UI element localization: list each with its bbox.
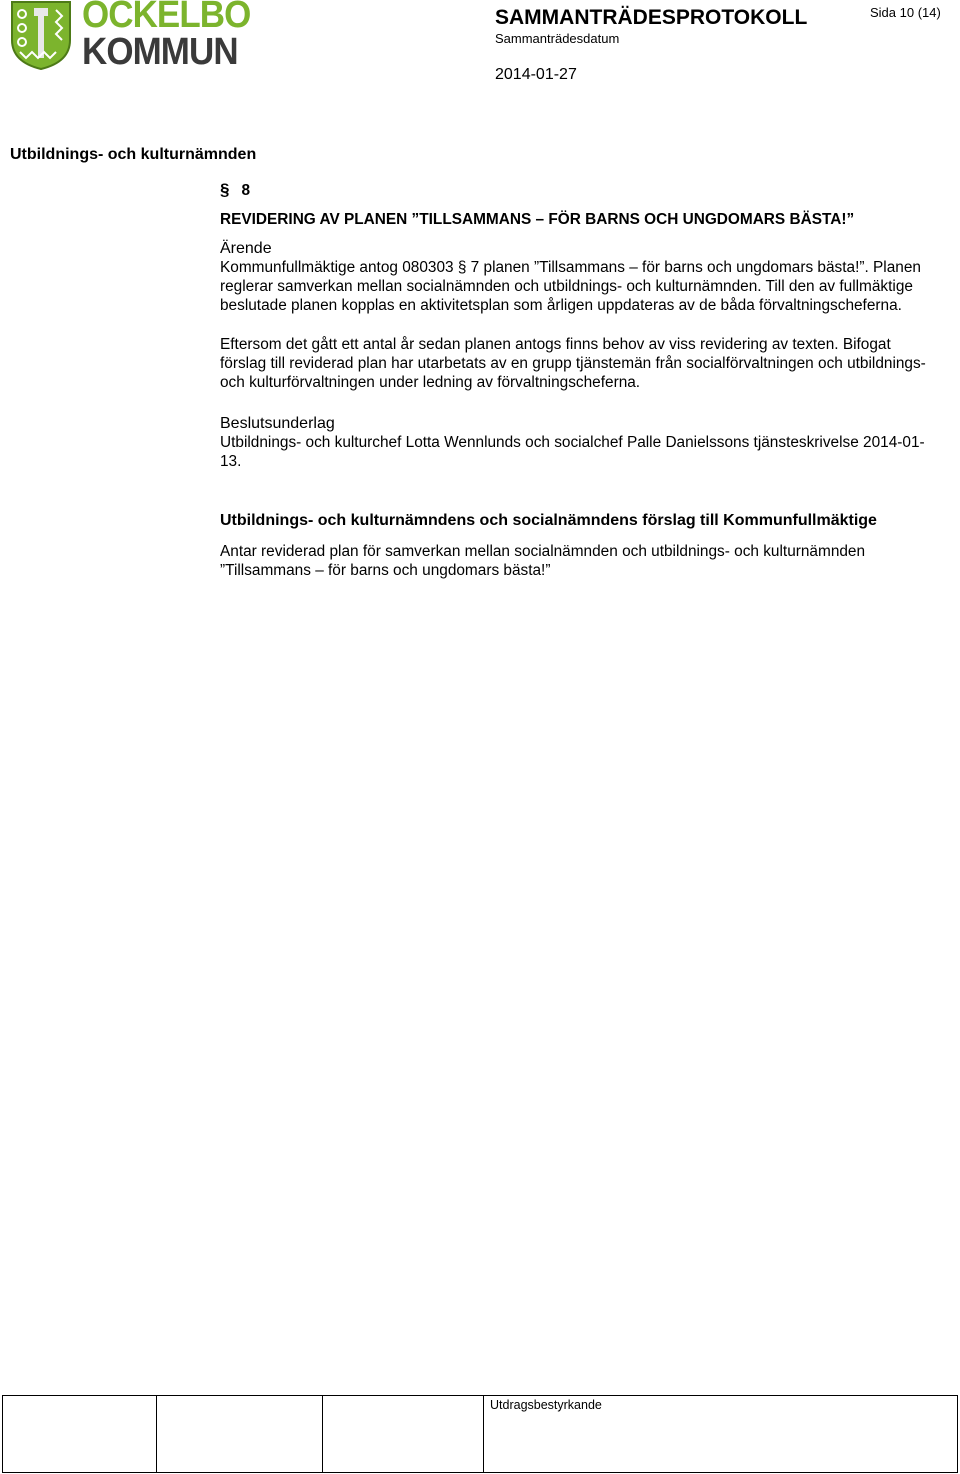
document-type: SAMMANTRÄDESPROTOKOLL <box>495 6 808 29</box>
coat-of-arms-icon <box>10 0 72 70</box>
municipality-logo <box>10 0 251 73</box>
logo-line-2: KOMMUN <box>82 31 238 73</box>
arende-paragraph-1: Kommunfullmäktige antog 080303 § 7 planen ”Tillsammans – för barns och ungdomars bästa!”. Planen reglerar samverkan mellan socialnämnden och utbildnings- och kulturnämnden. Till den av fullmäktige beslutade planen kopplas en aktivitetsplan som årligen uppdateras av de båda förvaltningscheferna. <box>220 259 921 314</box>
section-number: 8 <box>241 182 251 199</box>
beslutsunderlag-heading: Beslutsunderlag <box>220 415 335 432</box>
signature-cell-2 <box>157 1396 323 1473</box>
attestant-label: Utdragsbestyrkande <box>490 1398 602 1412</box>
section-number-line <box>220 180 940 200</box>
minutes-section <box>220 180 940 580</box>
forslag-heading: Utbildnings- och kulturnämndens och socialnämndens förslag till Kommunfullmäktige <box>220 512 877 529</box>
paragraph-sign: § <box>220 180 230 199</box>
logo-wordmark <box>82 0 265 73</box>
arende-heading: Ärende <box>220 240 272 257</box>
committee-name: Utbildnings- och kulturnämnden <box>10 146 257 163</box>
meeting-date-label: Sammanträdesdatum <box>495 31 620 46</box>
beslutsunderlag-text: Utbildnings- och kulturchef Lotta Wennlunds och socialchef Palle Danielssons tjänsteskrivelse 2014-01-13. <box>220 434 925 470</box>
signature-table <box>2 1395 958 1473</box>
item-title: REVIDERING AV PLANEN ”TILLSAMMANS – FÖR BARNS OCH UNGDOMARS BÄSTA!” <box>220 211 855 228</box>
meeting-date-value: 2014-01-27 <box>495 66 577 83</box>
forslag-text: Antar reviderad plan för samverkan mellan socialnämnden och utbildnings- och kulturnämnden ”Tillsammans – för barns och ungdomars bästa!” <box>220 543 866 579</box>
logo-line-1: OCKELBO <box>82 0 251 36</box>
signature-cell-3 <box>323 1396 484 1473</box>
arende-paragraph-2: Eftersom det gått ett antal år sedan planen antogs finns behov av viss revidering av texten. Bifogat förslag till reviderad plan har utarbetats av en grupp tjänstemän från socialförvaltningen och utbildnings- och kulturförvaltningen under ledning av förvaltningscheferna. <box>220 336 926 391</box>
attestant-cell <box>484 1396 958 1473</box>
signature-cell-1 <box>3 1396 157 1473</box>
page-number: Sida 10 (14) <box>870 5 941 20</box>
